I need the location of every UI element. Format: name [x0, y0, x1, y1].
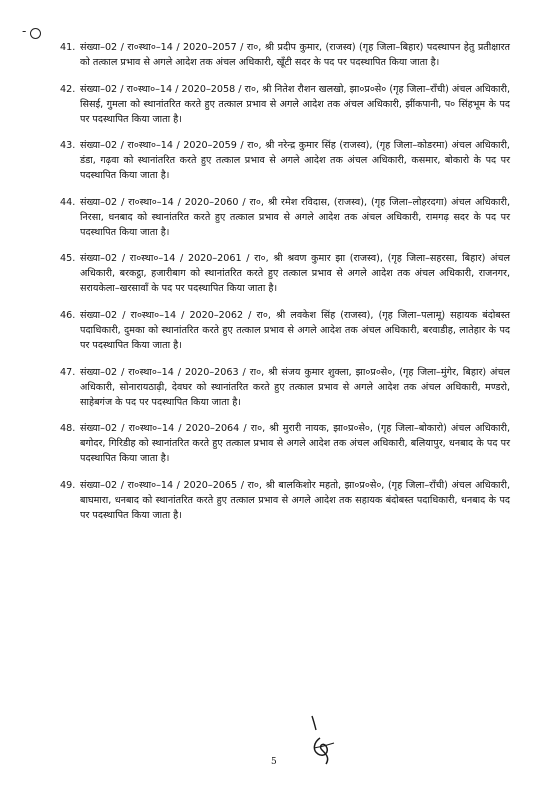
corner-circle-mark [30, 28, 41, 39]
list-item [60, 421, 510, 466]
signature-icon [300, 712, 340, 768]
entry-number: 46. [60, 309, 76, 321]
entry-text: संख्या–02 / रा०स्था०–14 / 2020–2064 / रा०, श्री मुरारी नायक, झा०प्र०से०, (गृह जिला–बोकारो) अंचल अधिकारी, बगोदर, गिरिडीह को स्थानांतरित करते हुए तत्काल प्रभाव से अगले आदेश तक अंचल अधिकारी, बलियापुर, धनबाद के पद पर पदस्थापित किया जाता है। [80, 423, 510, 465]
entry-number: 42. [60, 83, 76, 95]
entry-number: 49. [60, 479, 76, 491]
entry-number: 43. [60, 140, 76, 152]
entry-number: 47. [60, 366, 76, 378]
entry-text: संख्या–02 / रा०स्था०–14 / 2020–2057 / रा०, श्री प्रदीप कुमार, (राजस्व) (गृह जिला–बिहार) पदस्थापन हेतु प्रतीक्षारत को तत्काल प्रभाव से अगले आदेश तक अंचल अधिकारी, खूँटी सदर के पद पर पदस्थापित किया जाता है। [80, 42, 510, 68]
entry-text: संख्या–02 / रा०स्था०–14 / 2020–2063 / रा०, श्री संजय कुमार शुक्ला, झा०प्र०से०, (गृह जिला–मुंगेर, बिहार) अंचल अधिकारी, सोनारायठाढ़ी, देवघर को स्थानांतरित करते हुए तत्काल प्रभाव से अगले आदेश तक अंचल अधिकारी, मण्डरो, साहेबगंज के पद पर पदस्थापित किया जाता है। [80, 366, 510, 408]
list-item [60, 478, 510, 523]
transfer-order-list [60, 40, 510, 534]
list-item [60, 365, 510, 410]
entry-number: 45. [60, 253, 76, 265]
entry-text: संख्या–02 / रा०स्था०–14 / 2020–2060 / रा०, श्री रमेश रविदास, (राजस्व), (गृह जिला–लोहरदगा) अंचल अधिकारी, निरसा, धनबाद को स्थानांतरित करते हुए तत्काल प्रभाव से अगले आदेश तक अंचल अधिकारी, रामगढ़ सदर के पद पर पदस्थापित किया जाता है। [80, 196, 510, 238]
entry-text: संख्या–02 / रा०स्था०–14 / 2020–2059 / रा०, श्री नरेन्द्र कुमार सिंह (राजस्व), (गृह जिला–कोडरमा) अंचल अधिकारी, डंडा, गढ़वा को स्थानांतरित करते हुए तत्काल प्रभाव से अगले आदेश तक अंचल अधिकारी, कसमार, बोकारो के पद पर पदस्थापित किया जाता है। [80, 140, 510, 182]
list-item [60, 308, 510, 353]
entry-text: संख्या–02 / रा०स्था०–14 / 2020–2065 / रा०, श्री बालकिशोर महतो, झा०प्र०से०, (गृह जिला–राँची) अंचल अधिकारी, बाघमारा, धनबाद को स्थानांतरित करते हुए तत्काल प्रभाव से अगले आदेश तक सहायक बंदोबस्त पदाधिकारी, धनबाद के पद पर पदस्थापित किया जाता है। [80, 479, 510, 521]
entry-number: 44. [60, 196, 76, 208]
entry-text: संख्या–02 / रा०स्था०–14 / 2020–2062 / रा०, श्री लवकेश सिंह (राजस्व), (गृह जिला–पलामू) सहायक बंदोबस्त पदाधिकारी, दुमका को स्थानांतरित करते हुए तत्काल प्रभाव से अगले आदेश तक अंचल अधिकारी, बरवाडीह, लातेहार के पद पर पदस्थापित किया जाता है। [80, 309, 510, 351]
entry-text: संख्या–02 / रा०स्था०–14 / 2020–2061 / रा०, श्री श्रवण कुमार झा (राजस्व), (गृह जिला–सहरसा, बिहार) अंचल अधिकारी, बरकट्ठा, हजारीबाग को स्थानांतरित करते हुए तत्काल प्रभाव से अगले आदेश तक अंचल अधिकारी, राजनगर, सरायकेला–खरसावाँ के पद पर पदस्थापित किया जाता है। [80, 253, 510, 295]
entry-number: 48. [60, 423, 76, 435]
list-item [60, 251, 510, 296]
list-item [60, 195, 510, 240]
entry-number: 41. [60, 42, 76, 53]
list-item [60, 40, 510, 70]
corner-dash-mark: - [22, 24, 27, 38]
page-number: 5 [271, 757, 277, 767]
list-item [60, 82, 510, 127]
list-item [60, 138, 510, 183]
entry-text: संख्या–02 / रा०स्था०–14 / 2020–2058 / रा०, श्री नितेश रौशन खलखो, झा०प्र०से० (गृह जिला–राँची) अंचल अधिकारी, सिसई, गुमला को स्थानांतरित करते हुए तत्काल प्रभाव से अगले आदेश तक अंचल अधिकारी, झींकपानी, प० सिंहभूम के पद पर पदस्थापित किया जाता है। [80, 83, 510, 125]
